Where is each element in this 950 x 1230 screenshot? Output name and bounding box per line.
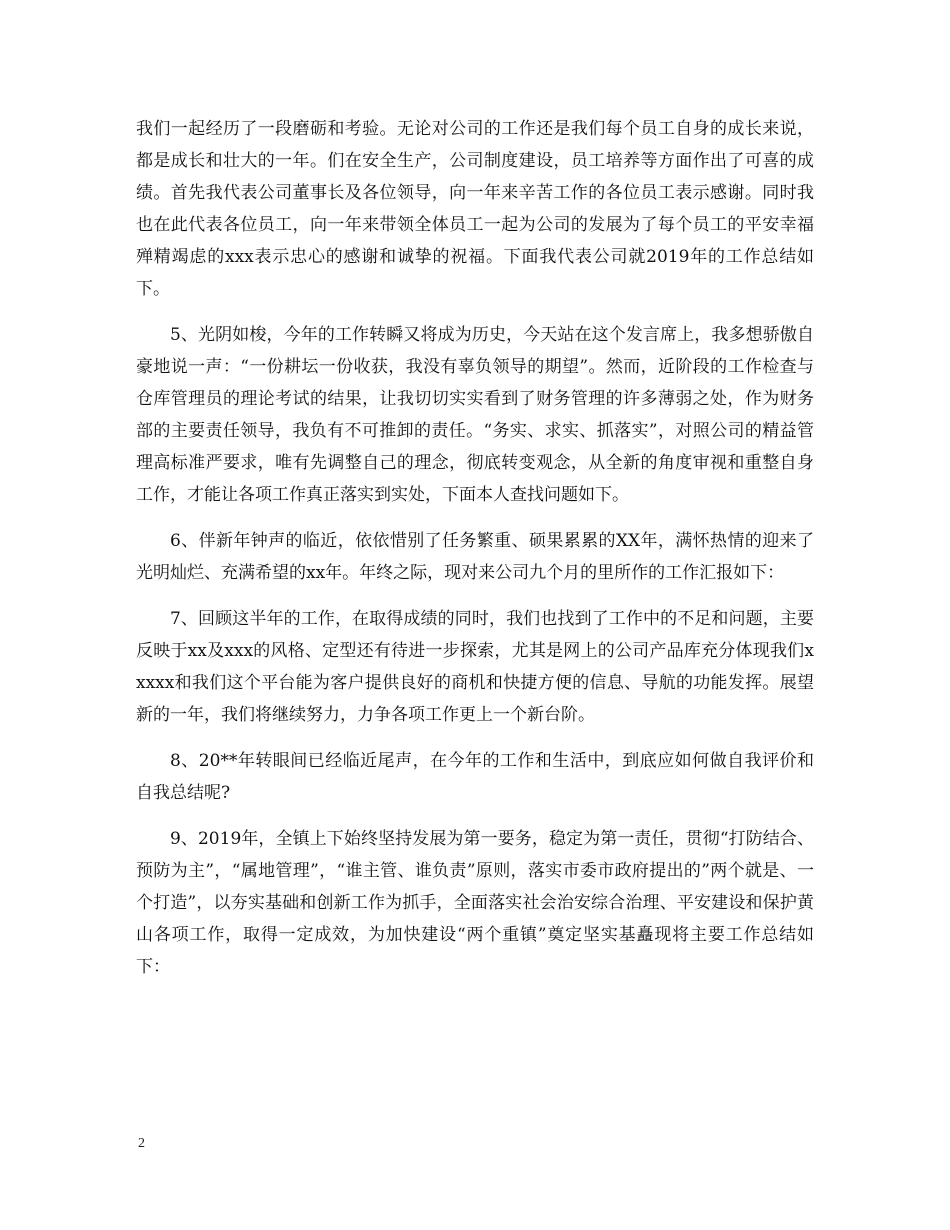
paragraph-intro: 我们一起经历了一段磨砺和考验。无论对公司的工作还是我们每个员工自身的成长来说，都是成长和壮大的一年。们在安全生产，公司制度建设，员工培养等方面作出了可喜的成绩。首先我代表公司董事长及各位领导，向一年来辛苦工作的各位员工表示感谢。同时我也在此代表各位员工，向一年来带领全体员工一起为公司的发展为了每个员工的平安幸福殚精竭虑的xxx表示忠心的感谢和诚挚的祝福。下面我代表公司就2019年的工作总结如下。 [136,119,814,299]
paragraph-item-9: 9、2019年，全镇上下始终坚持发展为第一要务，稳定为第一责任，贯彻“打防结合、预防为主”，“属地管理”，“谁主管、谁负责”原则，落实市委市政府提出的”两个就是、一个打造”，以夯实基础和创新工作为抓手，全面落实社会治安综合治理、平安建设和保护黄山各项工作，取得一定成效，为加快建设“两个重镇”奠定坚实基矗现将主要工作总结如下： [136,829,814,977]
paragraph-item-8: 8、20**年转眼间已经临近尾声，在今年的工作和生活中，到底应如何做自我评价和自我总结呢? [136,751,814,803]
document-body [136,113,814,997]
paragraph-item-5: 5、光阴如梭，今年的工作转瞬又将成为历史，今天站在这个发言席上，我多想骄傲自豪地说一声：“一份耕坛一份收获，我没有辜负领导的期望”。然而，近阶段的工作检查与仓库管理员的理论考试的结果，让我切切实实看到了财务管理的许多薄弱之处，作为财务部的主要责任领导，我负有不可推卸的责任。“务实、求实、抓落实”，对照公司的精益管理高标准严要求，唯有先调整自己的理念，彻底转变观念，从全新的角度审视和重整自身工作，才能让各项工作真正落实到实处，下面本人查找问题如下。 [136,325,814,505]
paragraph-item-7: 7、回顾这半年的工作，在取得成绩的同时，我们也找到了工作中的不足和问题，主要反映于xx及xxx的风格、定型还有待进一步探索，尤其是网上的公司产品库充分体现我们xxxxx和我们这个平台能为客户提供良好的商机和快捷方便的信息、导航的功能发挥。展望新的一年，我们将继续努力，力争各项工作更上一个新台阶。 [136,609,814,725]
page-number: 2 [138,1136,145,1151]
paragraph-item-6: 6、伴新年钟声的临近，依依惜别了任务繁重、硕果累累的XX年，满怀热情的迎来了光明灿烂、充满希望的xx年。年终之际，现对来公司九个月的里所作的工作汇报如下： [136,531,814,583]
